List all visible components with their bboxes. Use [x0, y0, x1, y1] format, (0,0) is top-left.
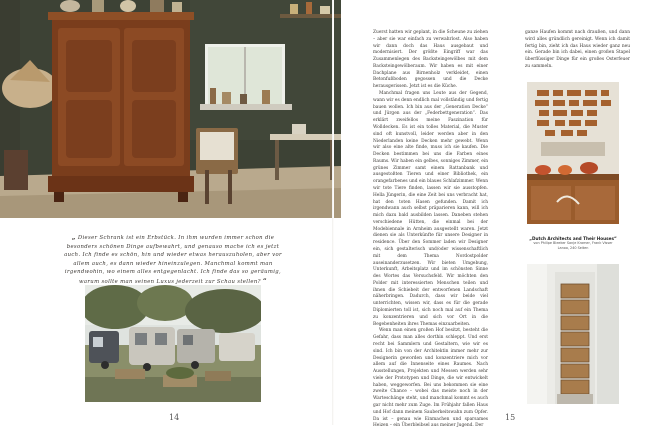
caravans-photo: [85, 285, 261, 402]
quote-text: Dieser Schrank ist ein Erbstück. In ihm wurden immer schon die besonders schönen Dinge aufbewahrt, und genauso mache ich es jetzt auch. Ich finde es schön, hin und wieder etwas herauszuholen, aber vor allem auch, es dann wieder hineinzulegen. Manchmal kommt man irgendwohin, wo einem alles entgegenlacht. Ich finde das so geräumig, warum sollte man seinen Luxus jederzeit zur Schau stellen?: [64, 235, 282, 285]
caption-publisher: Lanoo, 240 Seiten: [557, 246, 589, 250]
pull-quote: [62, 233, 284, 287]
paragraph: Wenn man einen großen Hof besitzt, besteht die Gefahr, dass man alles dorthin schleppt. Und erst recht bei Sammlern und Gestaltern, wie wir es sind. Ich bin von der Architektin immer mehr zur Designerin geworden und konzentriere mich vor allem auf die Innenseite eines Raumes. Nach Ausstellungen, Projekten und Messen werden sehr viele der Prototypen und Dinge, die wir entwickelt haben, weggeworfen. Bei uns bekommen sie eine zweite Chance – wobei das meiste noch in der Warteschänge steht, und manchmal kommt es auch gar nicht mehr zum Zuge. Im Frühjahr fallen Haus und Hof dann meinem Sauberkeitswahn zum Opfer. Da ist – genau wie Einmachen und sparsames Heizen – ein Überbleibsel aus meiner Jugend. Der: [373, 328, 488, 429]
page-number-left: 14: [169, 413, 180, 422]
caption-credit: von Philipe Bleeker Sanje Kramer, Frank Visser: [533, 241, 613, 246]
crates-photo: [527, 264, 619, 404]
wall-display-photo: [527, 82, 619, 224]
left-page: [0, 0, 333, 425]
article-column-middle: [373, 30, 488, 430]
quote-close-mark: “: [262, 276, 267, 285]
paragraph: ganze Haufen kommt nach draußen, und dann wird alles gründlich gereinigt. Wenn ich damit fertig bin, zieht ich das Haus wieder ganz neu ein. Gerade bin ich dabei, einen großen Stapel überflüssiger Dinge für ein großes Osterfeuer zu sammeln.: [525, 30, 630, 69]
article-column-right: [525, 30, 630, 71]
book-caption: [527, 236, 619, 251]
caption-title: „Dutch Architects and Their Houses“: [529, 236, 617, 241]
page-number-right: 15: [505, 413, 516, 422]
right-page: [333, 0, 666, 429]
quote-open-mark: „: [71, 233, 76, 241]
paragraph: Zuerst hatten wir geplant, in die Scheune zu ziehen – aber sie war einfach zu verwahrlost. Also haben wir dann doch das Haus ausgebaut und modernisiert. Der größte Eingriff war das Zusammenlegen des Backsteingewölbes mit dem Backsteingewölberaum. Wir haben es mit einer Dachplane aus Birnenholz verkleidet, einen Betonfußboden gegossen und die Decke herausgerissen. Jetzt ist es die Küche.: [373, 30, 488, 90]
paragraph: Manchmal fragen uns Leute aus der Gegend, wann wir es denn endlich mal vollständig und fertig bauen wollen. Ich bin aus der „Generation Decke“ und Jürgen aus der „Federbettgeneration“. Das erklärt zweifellos meine Faszination für Wolldecken. Es ist ein tolles Material, die Muster sind oft kunstvoll, leider werden aber in den Niederlanden keine Decken mehr gewebt. Wenn wir also eine alte finde, muss ich sie kaufen. Die Decken bestimmen bei uns die Farben eines Raums. Wir haben ein gelbes, sonniges Zimmer, ein grünes Zimmer samt einem Rattanbank und ausgestoßten Tieren und einer Bibliothek, ein orangefarbenes und ein blaues Schlafzimmer. Wenn wir tote Tiere finden, lassen wir sie ausstopfen. Hella Jüngerin, die eine Zeit bei uns verbracht hat, hat den toten Hasen gefunden. Damit ich irgendwann auch selbst präparieren kann, will ich mich dazu bald ausbilden lassen. Daneben stehen verschiedene Hütten, die einmal bei der Modebiennale in Arnheim ausgestellt waren. Jetzt dienen sie als Unterkünfte für unsere Designer in residence. Über den Sommer laden wir Designer ein, sich gestalterisch und/oder wissenschaftlich mit dem Thema Nordostpolder auseinanderzusetzen. Wir bieten Umgebung, Unterkunft, Arbeitsplatz und im schönsten Sinne des Wortes das Versuchsfeld. Wir möchten den Polder mit interessierten Menschen teilen und ihnen die Schiebeit der entworfenen Landschaft näherbringen. Dadurch, dass wir beide viel unterrichten, wissen wir, dass es für die gerade Diplomierten toll ist, sich noch mal auf ein Thema zu konzentrieren und sich vor Ort in die Begebenheiten ihres Themas einzuarbeiten.: [373, 91, 488, 327]
wardrobe-photo: [0, 0, 341, 218]
